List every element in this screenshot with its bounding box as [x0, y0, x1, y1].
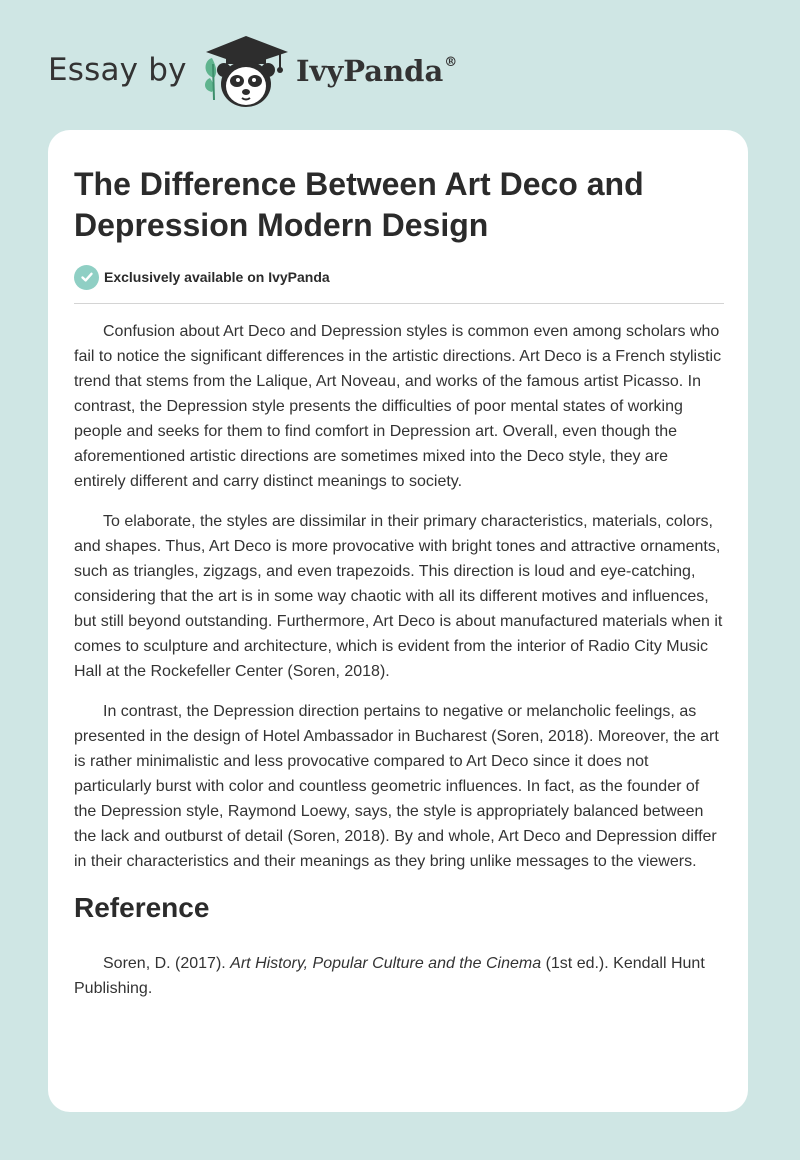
paragraph-2: To elaborate, the styles are dissimilar in their primary characteristics, materials, colors, and shapes. Thus, Art Deco is more provocative with bright tones and attractive ornaments, such as triangles, zigzags, and even trapezoids. This direction is loud and eye-catching, considering that the art is in some way chaotic with all its different motives and influences, but still beyond outstanding. Furthermore, Art Deco is about manufactured materials when it comes to sculpture and architecture, which is evident from the interior of Radio City Music Hall at the Rockefeller Center (Soren, 2018).	[74, 513, 723, 680]
panda-graduate-icon[interactable]	[200, 34, 292, 110]
divider	[74, 303, 724, 304]
page-title: The Difference Between Art Deco and Depression Modern Design	[74, 166, 644, 243]
reference-heading: Reference	[74, 892, 210, 923]
reference-publisher: (1st ed.). Kendall Hunt Publishing.	[74, 955, 705, 997]
site-header	[0, 0, 800, 130]
registered-mark: ®	[444, 55, 458, 70]
exclusive-label: Exclusively available on IvyPanda	[104, 269, 330, 285]
reference-authors: Soren, D. (2017).	[103, 955, 231, 972]
brand-prefix: Essay by	[48, 52, 187, 88]
reference-title: Art History, Popular Culture and the Cinema	[230, 955, 542, 972]
reference-entry	[74, 951, 724, 1001]
brand-name[interactable]	[296, 54, 457, 88]
essay-body	[74, 319, 724, 1001]
brand-name-text: IvyPanda	[296, 54, 444, 88]
paragraph-3: In contrast, the Depression direction pertains to negative or melancholic feelings, as presented in the design of Hotel Ambassador in Bucharest (Soren, 2018). Moreover, the art is rather minimalistic and less provocative compared to Art Deco since it does not particularly burst with color and countless geometric influences. In fact, as the founder of the Depression style, Raymond Loewy, says, the style is appropriately balanced between the lack and outburst of detail (Soren, 2018). By and whole, Art Deco and Depression differ in their characteristics and their meanings as they bring unlike messages to the viewers.	[74, 703, 719, 870]
essay-card	[48, 130, 748, 1112]
paragraph-1: Confusion about Art Deco and Depression styles is common even among scholars who fail to notice the significant differences in the artistic directions. Art Deco is a French stylistic trend that stems from the Lalique, Art Noveau, and works of the famous artist Picasso. In contrast, the Depression style presents the difficulties of poor mental states of working people and seeks for them to find comfort in Depression art. Overall, even though the aforementioned artistic directions are sometimes mixed into the Deco style, they are entirely different and carry distinct meanings to society.	[74, 323, 722, 490]
check-circle-icon	[74, 265, 99, 290]
exclusive-badge	[74, 264, 330, 290]
